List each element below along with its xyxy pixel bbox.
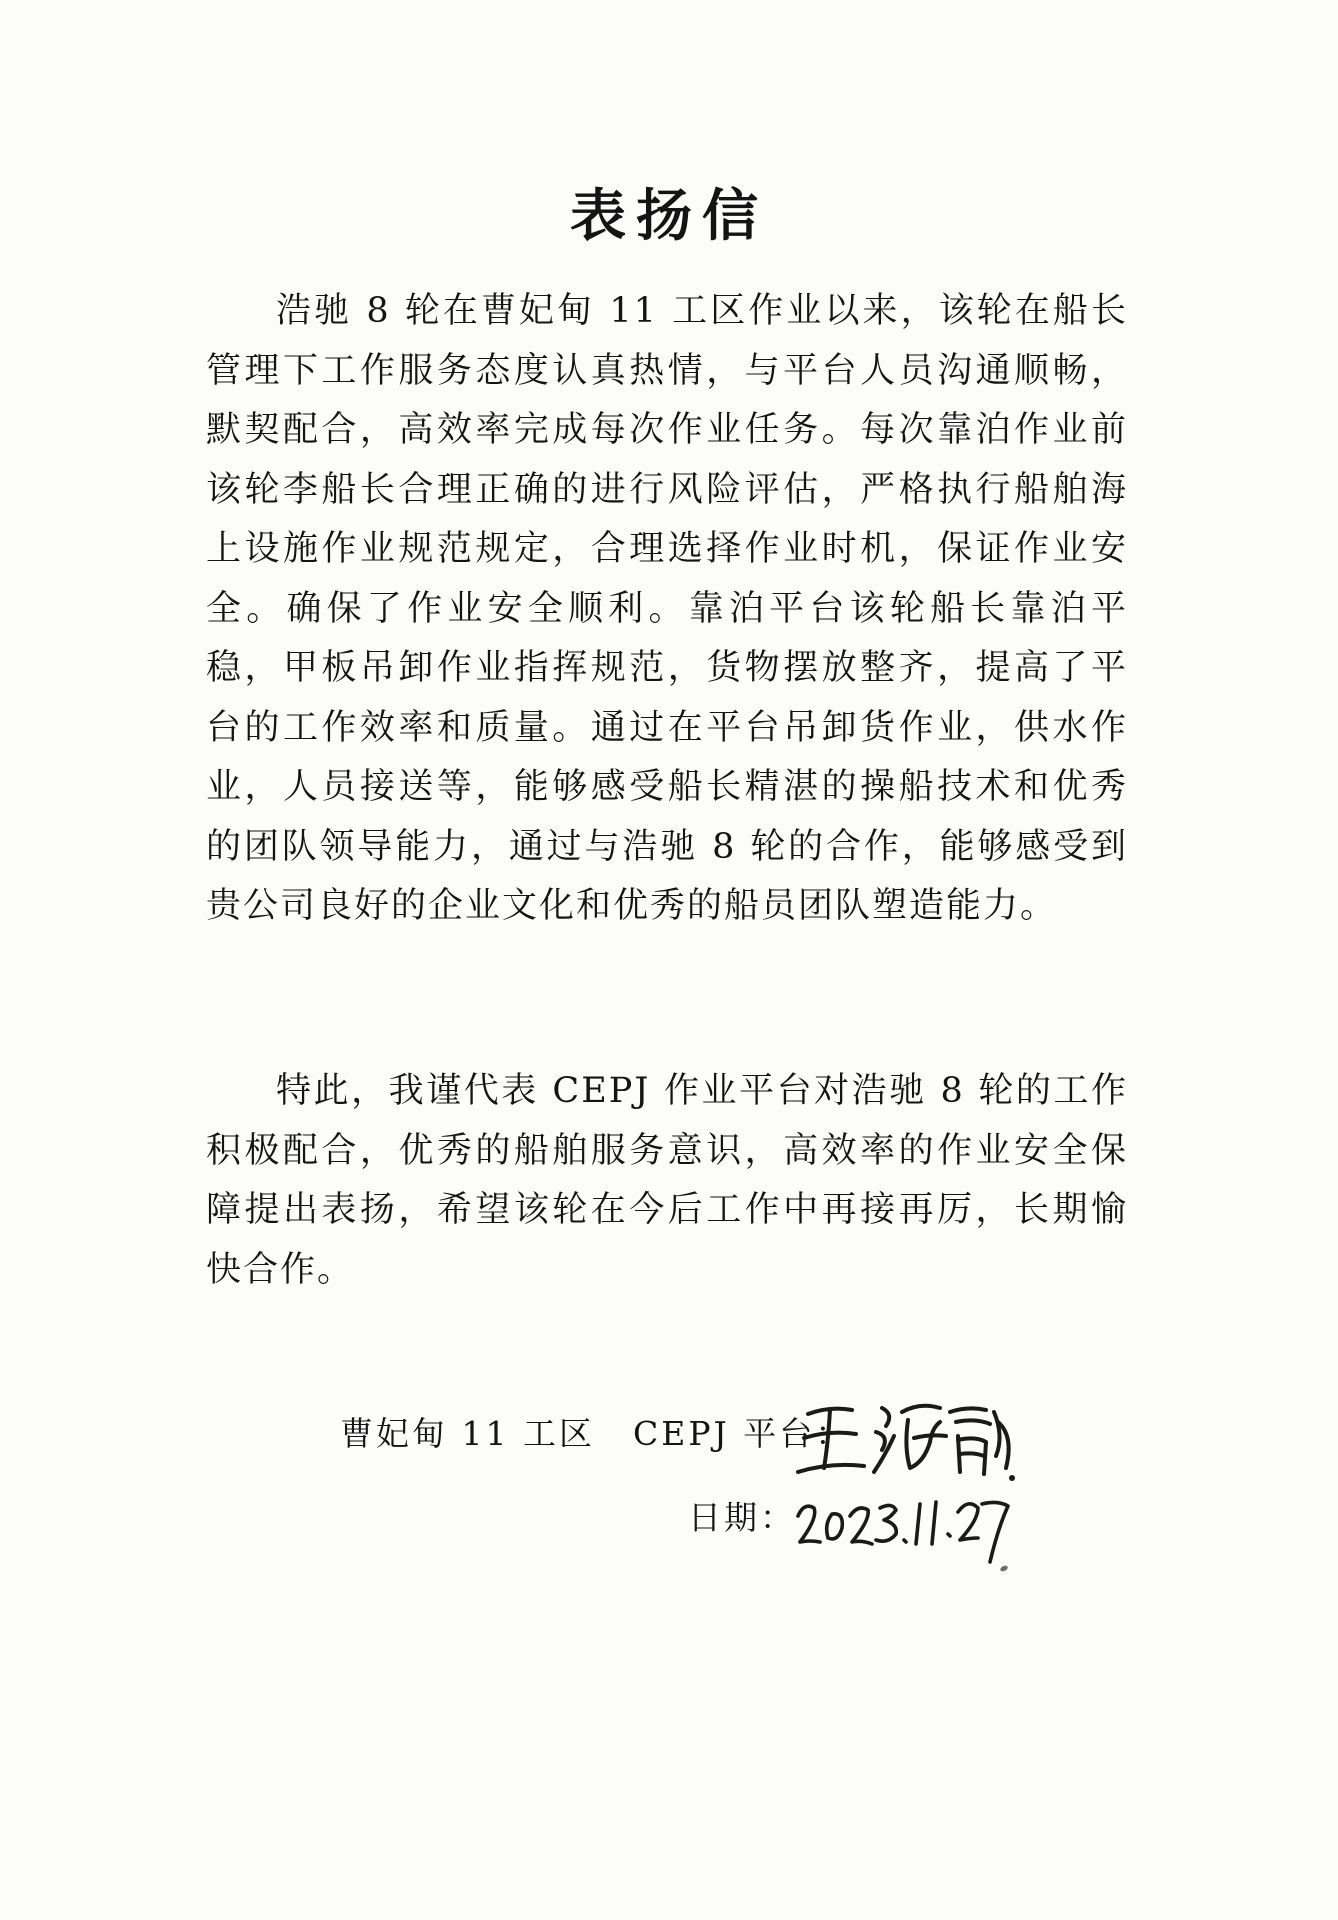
signature-line: [340, 1408, 851, 1455]
date-label: 日期：: [688, 1498, 796, 1537]
signature-platform-label: CEPJ 平台：: [632, 1414, 852, 1453]
handwritten-date: [792, 1478, 1022, 1570]
date-line: [688, 1492, 796, 1539]
signature-unit: 曹妃甸 11 工区: [340, 1414, 595, 1453]
document-title: 表扬信: [570, 184, 768, 249]
handwritten-signature: [790, 1392, 1020, 1488]
body-paragraph-2: 特此，我谨代表 CEPJ 作业平台对浩驰 8 轮的工作积极配合，优秀的船舶服务意识，高效率的作业安全保障提出表扬，希望该轮在今后工作中再接再厉，长期愉快合作。: [206, 1071, 1128, 1290]
body-paragraph-1: 浩驰 8 轮在曹妃甸 11 工区作业以来，该轮在船长管理下工作服务态度认真热情，与平台人员沟通顺畅，默契配合，高效率完成每次作业任务。每次靠泊作业前该轮李船长合理正确的进行风险评估，严格执行船舶海上设施作业规范规定，合理选择作业时机，保证作业安全。确保了作业安全顺利。靠泊平台该轮船长靠泊平稳，甲板吊卸作业指挥规范，货物摆放整齐，提高了平台的工作效率和质量。通过在平台吊卸货作业，供水作业，人员接送等，能够感受船长精湛的操船技术和优秀的团队领导能力，通过与浩驰 8 轮的合作，能够感受到贵公司良好的企业文化和优秀的船员团队塑造能力。: [206, 291, 1128, 926]
